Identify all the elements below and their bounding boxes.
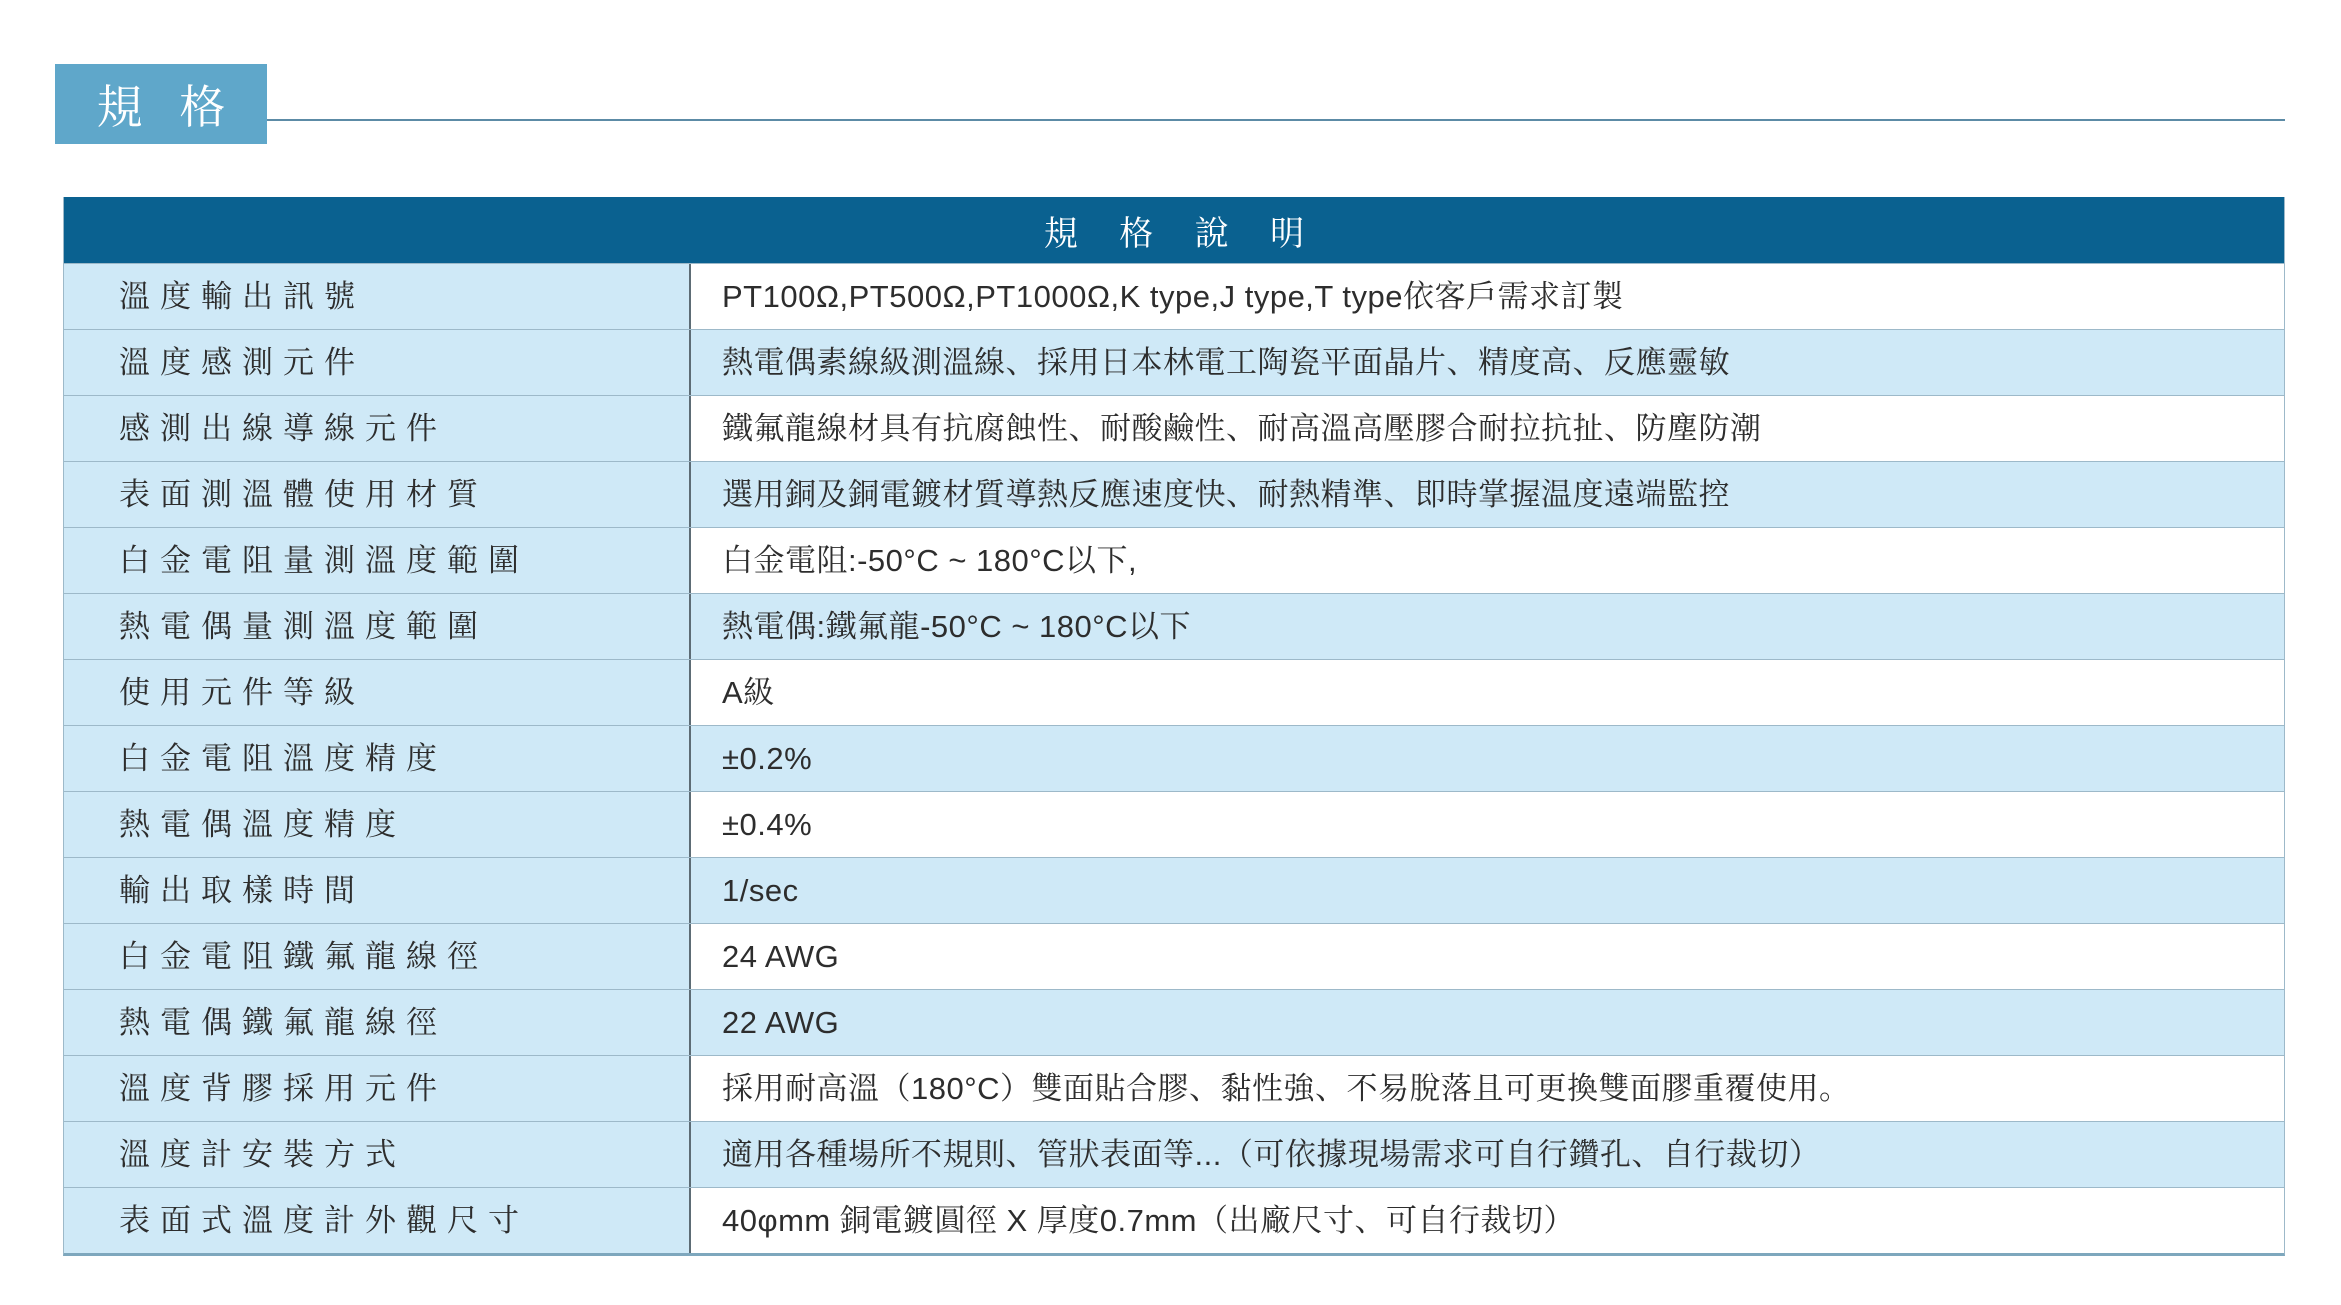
row-value: 1/sec [691, 858, 2284, 923]
row-label: 溫度輸出訊號 [64, 264, 691, 329]
row-label: 溫度計安裝方式 [64, 1122, 691, 1187]
table-row [64, 725, 2284, 791]
row-label: 白金電阻鐵氟龍線徑 [64, 924, 691, 989]
title-rule-line [267, 119, 2285, 121]
row-value: 採用耐高溫（180°C）雙面貼合膠、黏性強、不易脫落且可更換雙面膠重覆使用。 [691, 1056, 2284, 1121]
row-label: 熱電偶量測溫度範圍 [64, 594, 691, 659]
table-body [64, 263, 2284, 1253]
row-label: 溫度背膠採用元件 [64, 1056, 691, 1121]
table-row [64, 593, 2284, 659]
table-row [64, 527, 2284, 593]
row-label: 使用元件等級 [64, 660, 691, 725]
row-label: 感測出線導線元件 [64, 396, 691, 461]
row-value: ±0.2% [691, 726, 2284, 791]
table-header: 規 格 說 明 [64, 197, 2284, 263]
row-value: PT100Ω,PT500Ω,PT1000Ω,K type,J type,T type依客戶需求訂製 [691, 264, 2284, 329]
row-value: 24 AWG [691, 924, 2284, 989]
row-value: ±0.4% [691, 792, 2284, 857]
table-row [64, 395, 2284, 461]
table-row [64, 329, 2284, 395]
row-value: A級 [691, 660, 2284, 725]
row-value: 選用銅及銅電鍍材質導熱反應速度快、耐熱精準、即時掌握温度遠端監控 [691, 462, 2284, 527]
table-row [64, 1055, 2284, 1121]
row-label: 溫度感測元件 [64, 330, 691, 395]
row-label: 白金電阻量測溫度範圍 [64, 528, 691, 593]
table-row [64, 923, 2284, 989]
row-label: 熱電偶鐵氟龍線徑 [64, 990, 691, 1055]
row-label: 白金電阻溫度精度 [64, 726, 691, 791]
row-value: 鐵氟龍線材具有抗腐蝕性、耐酸鹼性、耐高溫高壓膠合耐拉抗扯、防塵防潮 [691, 396, 2284, 461]
table-row [64, 857, 2284, 923]
table-row [64, 1121, 2284, 1187]
row-value: 適用各種場所不規則、管狀表面等...（可依據現場需求可自行鑽孔、自行裁切） [691, 1122, 2284, 1187]
row-label: 熱電偶溫度精度 [64, 792, 691, 857]
row-value: 22 AWG [691, 990, 2284, 1055]
row-value: 熱電偶素線級測溫線、採用日本林電工陶瓷平面晶片、精度高、反應靈敏 [691, 330, 2284, 395]
table-row [64, 659, 2284, 725]
section-title: 規 格 [55, 64, 267, 144]
row-value: 40φmm 銅電鍍圓徑 X 厚度0.7mm（出廠尺寸、可自行裁切） [691, 1188, 2284, 1253]
table-row [64, 989, 2284, 1055]
table-row [64, 791, 2284, 857]
spec-table [63, 197, 2285, 1256]
table-row [64, 263, 2284, 329]
row-label: 表面測溫體使用材質 [64, 462, 691, 527]
row-value: 白金電阻:-50°C ~ 180°C以下, [691, 528, 2284, 593]
row-label: 表面式溫度計外觀尺寸 [64, 1188, 691, 1253]
table-row [64, 1187, 2284, 1253]
table-row [64, 461, 2284, 527]
row-value: 熱電偶:鐵氟龍-50°C ~ 180°C以下 [691, 594, 2284, 659]
row-label: 輸出取樣時間 [64, 858, 691, 923]
